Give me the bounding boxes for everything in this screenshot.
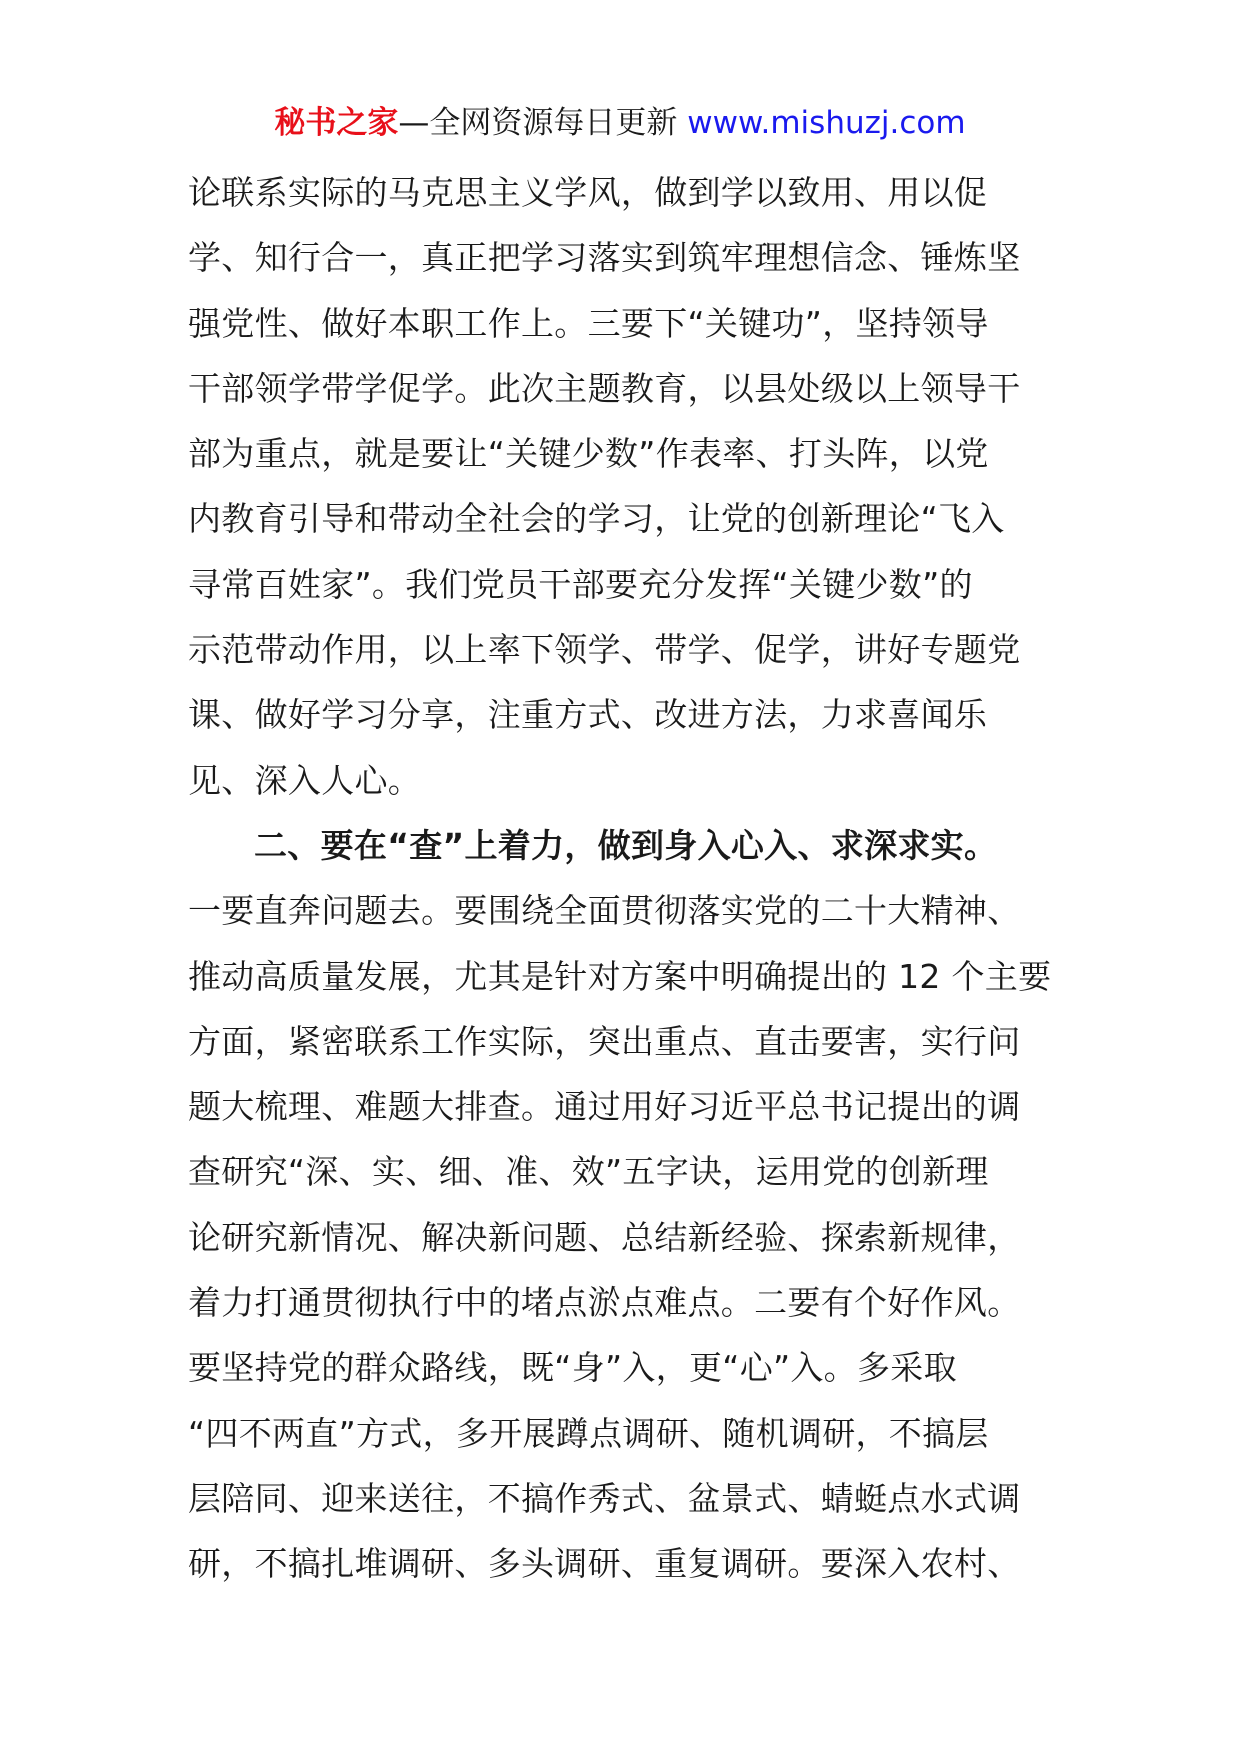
text-line: 学、知行合一，真正把学习落实到筑牢理想信念、锤炼坚 xyxy=(188,238,1021,278)
text-line: 论研究新情况、解决新问题、总结新经验、探索新规律， xyxy=(188,1217,1021,1257)
text-line: 示范带动作用，以上率下领学、带学、促学，讲好专题党 xyxy=(188,630,1021,670)
text-line: 层陪同、迎来送往，不搞作秀式、盆景式、蜻蜓点水式调 xyxy=(188,1478,1021,1518)
text-line: 着力打通贯彻执行中的堵点淤点难点。二要有个好作风。 xyxy=(188,1283,1021,1323)
text-line: 论联系实际的马克思主义学风，做到学以致用、用以促 xyxy=(188,173,988,212)
page-header xyxy=(0,100,1240,146)
section-heading: 二、要在“查”上着力，做到身入心入、求深求实。 xyxy=(254,825,998,865)
text-line: 内教育引导和带动全社会的学习，让党的创新理论“飞入 xyxy=(188,499,1005,539)
header-slogan: —全网资源每日更新 xyxy=(398,105,678,141)
text-line: 题大梳理、难题大排查。通过用好习近平总书记提出的调 xyxy=(188,1087,1021,1127)
text-line: 一要直奔问题去。要围绕全面贯彻落实党的二十大精神、 xyxy=(188,891,1021,931)
text-line: 查研究“深、实、细、准、效”五字诀，运用党的创新理 xyxy=(188,1152,989,1192)
text-line: 课、做好学习分享，注重方式、改进方法，力求喜闻乐 xyxy=(188,695,988,735)
text-line: 要坚持党的群众路线，既“身”入，更“心”入。多采取 xyxy=(188,1348,957,1388)
text-line: 推动高质量发展，尤其是针对方案中明确提出的 12 个主要 xyxy=(188,956,1052,996)
website-link[interactable]: www.mishuzj.com xyxy=(687,105,966,141)
text-line: 寻常百姓家”。我们党员干部要充分发挥“关键少数”的 xyxy=(188,564,973,604)
paragraph-section-two xyxy=(188,813,1068,1597)
text-line: 见、深入人心。 xyxy=(188,760,422,800)
text-line: 部为重点，就是要让“关键少数”作表率、打头阵，以党 xyxy=(188,434,989,474)
text-line: 方面，紧密联系工作实际，突出重点、直击要害，实行问 xyxy=(188,1021,1021,1061)
document-body xyxy=(188,160,1068,1597)
text-line: 研，不搞扎堆调研、多头调研、重复调研。要深入农村、 xyxy=(188,1544,1021,1584)
text-line: 强党性、做好本职工作上。三要下“关键功”，坚持领导 xyxy=(188,303,989,343)
brand-name: 秘书之家 xyxy=(274,105,399,141)
text-line: “四不两直”方式，多开展蹲点调研、随机调研，不搞层 xyxy=(188,1413,989,1453)
paragraph-continued xyxy=(188,160,1068,813)
text-line: 干部领学带学促学。此次主题教育，以县处级以上领导干 xyxy=(188,368,1021,408)
